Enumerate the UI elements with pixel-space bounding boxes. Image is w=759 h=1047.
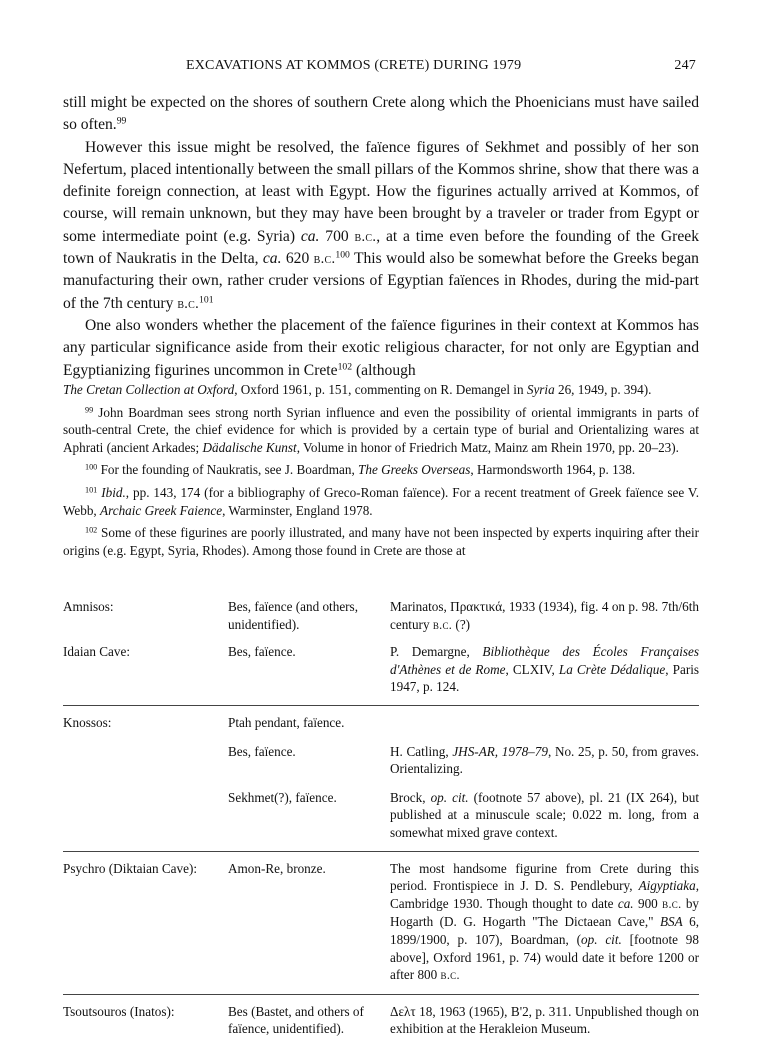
footnote-number: 100: [85, 462, 98, 472]
footnote-text: , Oxford 1961, p. 151, commenting on R. Demangel in: [234, 382, 527, 397]
site-row-psychro: [63, 851, 699, 994]
reference-text: Brock,: [390, 789, 431, 805]
paragraph-2: [63, 137, 699, 315]
reference-text: , CLXIV,: [505, 661, 559, 677]
footnote-101: [63, 484, 699, 519]
reference-text: The most handsome figurine from Crete during this period. Frontispiece in J. D. S. Pendlebury,: [390, 860, 699, 894]
site-object: Sekhmet(?), faïence.: [228, 789, 337, 805]
site-object: Amon-Re, bronze.: [228, 860, 326, 876]
site-name-empty: [63, 789, 228, 842]
reference-text: , Paris 1947, p. 124.: [390, 661, 700, 695]
site-name: Knossos:: [63, 714, 112, 730]
footnote-text: John Boardman sees strong north Syrian influence and even the possibility of oriental immigrants in parts of south-central Crete, the chief evidence for which is provided by a certain type of burial and Orientalizing wares at Aphrati (ancient Arkades;: [63, 404, 699, 455]
italic-op-cit: op. cit.: [430, 789, 469, 805]
italic-ibid: Ibid.: [101, 484, 126, 500]
site-reference: [390, 643, 699, 696]
site-reference: [390, 598, 699, 634]
italic-title: The Cretan Collection at Oxford: [63, 382, 235, 397]
small-caps-bc: b.c.: [177, 295, 200, 312]
site-object: Bes (Bastet, and others of faïence, unidentified).: [228, 1003, 364, 1037]
footnote-100: [63, 461, 699, 479]
site-reference: [390, 714, 699, 732]
paragraph-text: (although: [352, 361, 416, 379]
italic-title: Aigyptiaka: [638, 878, 696, 894]
reference-text: , No. 25, p. 50, from graves. Orientalizing.: [390, 743, 699, 777]
italic-ca: ca.: [617, 895, 634, 911]
site-row-knossos: [63, 705, 699, 741]
paragraph-text: 620: [281, 250, 314, 268]
reference-text: , Cambridge 1930. Though thought to date: [390, 878, 699, 911]
site-reference: [390, 789, 699, 842]
site-row-knossos-sekhmet: [63, 787, 699, 851]
site-row-knossos-bes: [63, 741, 699, 787]
paragraph-text: However this issue might be resolved, the faïence figures of Sekhmet and possibly of her son Nefertum, placed intentionally between the small pillars of the Kommos shrine, show that there was a definite foreign connection, at least with Egypt. How the figurines actually arrived at Kommos, of course, will remain unknown, but they may have been brought by a traveler or trader from Egypt or some intermediate point (e.g. Syria): [63, 138, 699, 245]
paragraph-text: This would also be somewhat before the Greeks began manufacturing their own, rather cruder versions of Egyptian faïences in Rhodes, during the mid-part of the 7th century: [63, 250, 699, 312]
small-caps-bc: b.c.: [662, 896, 682, 911]
italic-title: La Crète Dédalique: [558, 661, 666, 677]
footnote-text: For the founding of Naukratis, see J. Boardman,: [97, 462, 359, 478]
footnote-text: 26, 1949, p. 394).: [554, 382, 652, 397]
footnote-text: , Volume in honor of Friedrich Matz, Mainz am Rhein 1970, pp. 20–23).: [296, 439, 679, 455]
site-object: Bes, faïence.: [228, 743, 296, 759]
reference-text: (footnote 57 above), pl. 21 (IX 264), but published at a minuscule scale; 0.022 m. long, from a somewhat mixed grave context.: [390, 789, 700, 840]
footnote-text: , pp. 143, 174 (for a bibliography of Greco-Roman faïence). For a recent treatment of Greek faïence see V. Webb,: [63, 484, 700, 518]
paragraph-1: [63, 92, 699, 137]
footnote-99: [63, 404, 699, 457]
footnote-text: , Harmondsworth 1964, p. 138.: [470, 462, 636, 478]
small-caps-bc: b.c.: [440, 968, 460, 983]
site-reference: [390, 860, 699, 985]
footnote-102: [63, 524, 699, 559]
site-reference: Δελτ 18, 1963 (1965), B'2, p. 311. Unpublished though on exhibition at the Herakleion Museum.: [390, 1003, 699, 1037]
reference-text: by Hogarth (D. G. Hogarth "The Dictaean Cave,": [390, 895, 700, 930]
running-title: EXCAVATIONS AT KOMMOS (CRETE) DURING 1979: [186, 58, 522, 73]
reference-text: Marinatos, Πρακτικά, 1933 (1934), fig. 4 on p. 98. 7th/6th century: [390, 599, 699, 632]
site-object: Bes, faïence.: [228, 644, 296, 660]
site-reference: [390, 743, 699, 778]
italic-title: JHS-AR, 1978–79: [452, 743, 548, 759]
site-name: Idaian Cave:: [63, 644, 131, 660]
site-name-empty: [63, 743, 228, 778]
site-name: Tsoutsouros (Inatos):: [63, 1003, 175, 1019]
footnote-text: , Warminster, England 1978.: [222, 502, 373, 518]
site-name: Amnisos:: [63, 599, 114, 614]
site-row-tsoutsouros: [63, 994, 699, 1047]
site-row-idaian-cave: [63, 643, 699, 705]
reference-text: 6, 1899/1900, p. 107), Boardman, (: [390, 914, 700, 947]
italic-op-cit: op. cit.: [581, 931, 622, 947]
italic-title: Archaic Greek Faience: [100, 502, 223, 518]
footnote-ref-99: 99: [116, 115, 127, 127]
italic-ca: ca.: [262, 250, 282, 268]
site-object: Ptah pendant, faïence.: [228, 714, 345, 730]
paragraph-text: , at a time even before the founding of the Greek town of Naukratis in the Delta,: [63, 227, 700, 268]
paragraph-text: One also wonders whether the placement of the faïence figurines in their context at Kommos has any particular significance aside from their exotic religious character, for not only are Egyptian and Egyptianizing figurines uncommon in Crete: [63, 316, 699, 379]
reference-text: P. Demargne,: [390, 644, 483, 660]
paragraph-text: 700: [319, 227, 355, 245]
footnote-text: Some of these figurines are poorly illustrated, and many have not been inspected by experts inquiring after their origins (e.g. Egypt, Syria, Rhodes). Among those found in Crete are those at: [63, 525, 699, 558]
body-text: [63, 92, 699, 382]
footnote-number: 99: [85, 405, 94, 415]
reference-text: (?): [452, 616, 471, 632]
italic-journal: BSA: [659, 914, 683, 930]
italic-title: The Greeks Overseas: [358, 462, 471, 478]
small-caps-bc: b.c.: [313, 251, 336, 268]
reference-text: [footnote 98 above], Oxford 1961, p. 74) would date it before 1200 or after 800: [390, 931, 699, 983]
site-object: Bes, faïence (and others, unidentified).: [228, 599, 358, 632]
paragraph-text: still might be expected on the shores of southern Crete along which the Phoenicians must have sailed so often.: [63, 94, 699, 134]
footnotes: [63, 381, 699, 559]
paragraph-3: [63, 315, 699, 382]
footnote-ref-102: 102: [337, 361, 353, 373]
footnote-continuation: [63, 381, 699, 399]
italic-journal: Syria: [526, 382, 555, 397]
italic-ca: ca.: [300, 227, 320, 245]
small-caps-bc: b.c.: [354, 228, 377, 245]
reference-text: H. Catling,: [390, 743, 453, 759]
page-number: 247: [674, 58, 696, 73]
site-name: Psychro (Diktaian Cave):: [63, 860, 198, 876]
italic-title: Dädalische Kunst: [202, 439, 297, 455]
footnote-number: 101: [85, 485, 98, 495]
sites-list: [63, 598, 699, 1047]
italic-title: Bibliothèque des Écoles Françaises d'Athènes et de Rome: [390, 644, 699, 677]
footnote-number: 102: [85, 525, 98, 535]
small-caps-bc: b.c.: [432, 617, 453, 632]
reference-text: 900: [633, 895, 663, 911]
running-head: [63, 58, 696, 80]
footnote-ref-101: 101: [199, 294, 214, 306]
footnote-ref-100: 100: [335, 249, 350, 261]
site-row-amnisos: [63, 598, 699, 643]
